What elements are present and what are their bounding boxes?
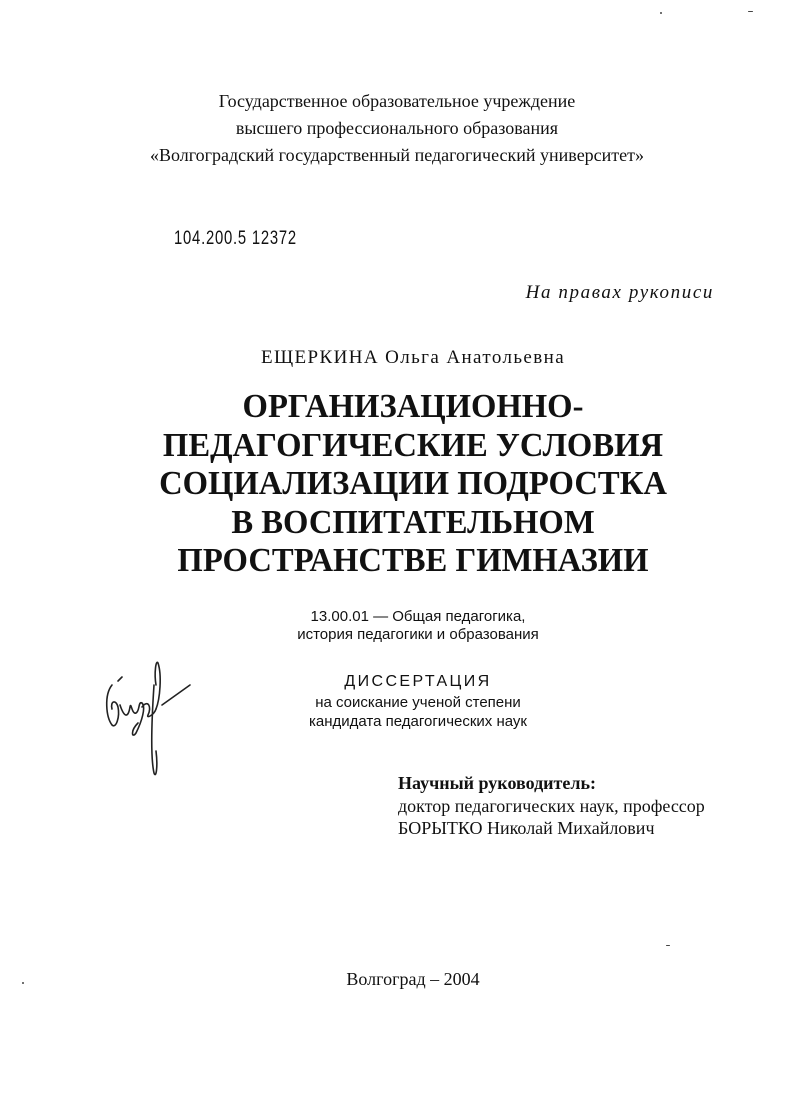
degree-line-1: на соискание ученой степени xyxy=(315,694,521,711)
institution-line-2: высшего профессионального образования xyxy=(235,118,559,138)
supervisor-degree: доктор педагогических наук, профессор xyxy=(398,795,705,816)
dissertation-label: ДИССЕРТАЦИЯ xyxy=(344,673,492,690)
institution-line-1: Государственное образовательное учреждение xyxy=(218,91,576,111)
specialty-line-2: история педагогики и образования xyxy=(297,626,539,643)
specialty-block xyxy=(0,608,794,644)
title-line-3: СОЦИАЛИЗАЦИИ ПОДРОСТКА xyxy=(159,465,667,502)
title-line-1: ОРГАНИЗАЦИОННО- xyxy=(242,388,584,425)
specialty-line-1: 13.00.01 — Общая педагогика, xyxy=(310,608,526,625)
degree-line-2: кандидата педагогических наук xyxy=(309,713,527,730)
handwritten-signature-icon xyxy=(98,655,208,785)
scan-speck xyxy=(666,945,670,946)
title-line-4: В ВОСПИТАТЕЛЬНОМ xyxy=(231,503,595,541)
registration-number: 104.200.5 12372 xyxy=(174,228,297,249)
supervisor-block xyxy=(398,772,705,840)
scan-speck xyxy=(748,11,753,12)
title-line-2: ПЕДАГОГИЧЕСКИЕ УСЛОВИЯ xyxy=(162,426,664,464)
dissertation-title xyxy=(17,388,794,581)
institution-block xyxy=(0,88,794,169)
author-name: ЕЩЕРКИНА Ольга Анатольевна xyxy=(260,347,566,368)
supervisor-heading: Научный руководитель: xyxy=(398,773,596,793)
title-line-5: ПРОСТРАНСТВЕ ГИМНАЗИИ xyxy=(177,542,649,579)
institution-line-3: «Волгоградский государственный педагогический университет» xyxy=(149,145,645,165)
scan-speck xyxy=(660,12,662,14)
rights-note: На правах рукописи xyxy=(525,282,714,303)
scan-speck xyxy=(22,982,24,984)
city-year: Волгоград – 2004 xyxy=(346,969,480,989)
supervisor-name: БОРЫТКО Николай Михайлович xyxy=(398,818,655,838)
